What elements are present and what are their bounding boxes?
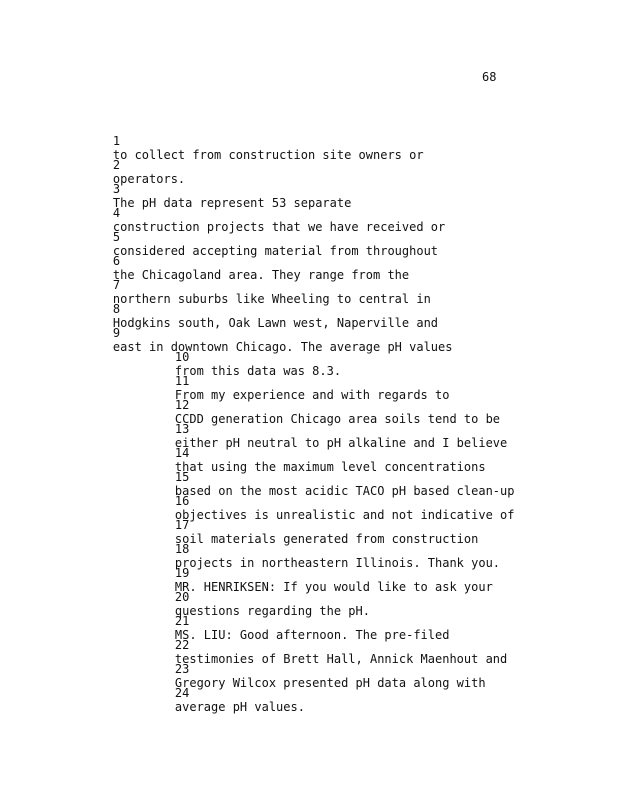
- transcript-line: [84, 288, 439, 330]
- transcript-line: [146, 360, 450, 402]
- line-number: 17: [174, 518, 190, 532]
- line-text: questions regarding the pH.: [174, 604, 370, 618]
- line-number: 18: [174, 542, 190, 556]
- transcript-line: [84, 144, 186, 186]
- transcript-line: [146, 504, 479, 546]
- transcript-line: [84, 168, 352, 210]
- transcript-line: [146, 408, 508, 450]
- transcript-line: [146, 600, 450, 642]
- line-text: CCDD generation Chicago area soils tend to be: [174, 412, 501, 426]
- transcript-line: [84, 264, 431, 306]
- line-text: testimonies of Brett Hall, Annick Maenhout and: [174, 652, 508, 666]
- line-text: northern suburbs like Wheeling to central in: [112, 292, 431, 306]
- line-number: 10: [174, 350, 190, 364]
- transcript-line: [146, 552, 493, 594]
- transcript-line: [146, 456, 515, 498]
- transcript-line: [146, 672, 305, 714]
- line-number: 2: [112, 158, 121, 172]
- line-number: 22: [174, 638, 190, 652]
- line-text: based on the most acidic TACO pH based clean-up: [174, 484, 515, 498]
- line-text: MS. LIU: Good afternoon. The pre-filed: [174, 628, 450, 642]
- transcript-line: [146, 624, 508, 666]
- line-number: 11: [174, 374, 190, 388]
- line-number: 24: [174, 686, 190, 700]
- line-text: either pH neutral to pH alkaline and I believe: [174, 436, 508, 450]
- line-text: Hodgkins south, Oak Lawn west, Naperville and: [112, 316, 439, 330]
- line-number: 12: [174, 398, 190, 412]
- transcript-line: [146, 480, 515, 522]
- line-number: 20: [174, 590, 190, 604]
- transcript-line: [84, 312, 453, 354]
- line-number: 16: [174, 494, 190, 508]
- page-number: 68: [482, 70, 497, 84]
- line-number: 15: [174, 470, 190, 484]
- transcript-line: [146, 528, 501, 570]
- line-number: 13: [174, 422, 190, 436]
- line-number: 1: [112, 134, 121, 148]
- line-text: that using the maximum level concentrations: [174, 460, 486, 474]
- transcript-line: [84, 120, 424, 162]
- line-text: MR. HENRIKSEN: If you would like to ask your: [174, 580, 493, 594]
- transcript-line: [146, 384, 501, 426]
- line-text: The pH data represent 53 separate: [112, 196, 352, 210]
- transcript-line: [146, 432, 486, 474]
- transcript-line: [146, 336, 342, 378]
- line-number: 5: [112, 230, 121, 244]
- line-number: 6: [112, 254, 121, 268]
- line-number: 14: [174, 446, 190, 460]
- line-text: construction projects that we have received or: [112, 220, 446, 234]
- line-text: objectives is unrealistic and not indicative of: [174, 508, 515, 522]
- line-number: 7: [112, 278, 121, 292]
- transcript-line: [146, 576, 370, 618]
- line-text: average pH values.: [174, 700, 305, 714]
- line-number: 4: [112, 206, 121, 220]
- transcript-line: [146, 648, 486, 690]
- line-text: soil materials generated from construction: [174, 532, 479, 546]
- line-number: 3: [112, 182, 121, 196]
- line-number: 23: [174, 662, 190, 676]
- line-text: projects in northeastern Illinois. Thank you.: [174, 556, 501, 570]
- line-text: to collect from construction site owners or: [112, 148, 424, 162]
- transcript-line: [84, 240, 410, 282]
- transcript-line: [84, 192, 446, 234]
- line-text: east in downtown Chicago. The average pH values: [112, 340, 453, 354]
- line-text: from this data was 8.3.: [174, 364, 342, 378]
- line-text: Gregory Wilcox presented pH data along with: [174, 676, 486, 690]
- line-number: 19: [174, 566, 190, 580]
- line-text: From my experience and with regards to: [174, 388, 450, 402]
- line-text: operators.: [112, 172, 186, 186]
- transcript-line: [84, 216, 439, 258]
- line-text: considered accepting material from throughout: [112, 244, 439, 258]
- line-text: the Chicagoland area. They range from the: [112, 268, 410, 282]
- line-number: 21: [174, 614, 190, 628]
- line-number: 9: [112, 326, 121, 340]
- line-number: 8: [112, 302, 121, 316]
